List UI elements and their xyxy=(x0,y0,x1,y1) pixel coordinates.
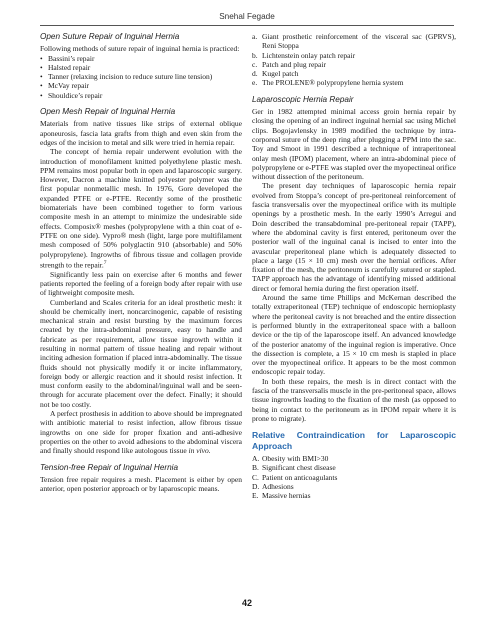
list-text: The PROLENE® polypropylene hernia system xyxy=(262,78,404,88)
list-item xyxy=(252,51,456,60)
list-label: A. xyxy=(252,454,260,464)
paragraph: Tension free repair requires a mesh. Placement is either by open anterior, open posterior approach or by laparoscopic means. xyxy=(40,474,242,494)
section-heading-open-mesh: Open Mesh Repair of Inguinal Hernia xyxy=(40,107,176,117)
list-item xyxy=(252,463,456,472)
paragraph: Following methods of suture repair of inguinal hernia is practiced: xyxy=(40,44,240,54)
section-heading-contraindication: Relative Contraindication for Laparoscopic Approach xyxy=(252,430,456,451)
section-heading-laparoscopic: Laparoscopic Hernia Repair xyxy=(252,94,354,104)
list-text: Lichtenstein onlay patch repair xyxy=(262,50,356,60)
list-text: Obesity with BMI>30 xyxy=(262,454,329,464)
paragraph xyxy=(40,409,242,455)
list-item: • Halsted repair xyxy=(40,63,242,72)
paragraph: Around the same time Phillips and McKernan described the totally extraperitoneal (TEP) technique of endoscopic hernioplasty where the peritoneal cavity is not breached and the entire dissection is performed bluntly in the extraperitoneal space with a balloon device or the tip of the laparoscope itself. An advanced knowledge of the posterior anatomy of the inguinal region is imperative. Once the dissection is complete, a 15 × 10 cm mesh is stapled in place over the myopectineal orifice. It appears to be the most common endoscopic repair today. xyxy=(252,293,456,377)
section-heading-open-suture: Open Suture Repair of Inguinal Hernia xyxy=(40,32,180,41)
contraindication-list xyxy=(252,454,456,500)
list-item xyxy=(252,491,456,500)
paragraph: The present day techniques of laparoscopic hernia repair evolved from Stoppa’s concept of pre-peritoneal reinforcement of fascia transversalis over the myopectineal orifice with its multiple openings by a prosthetic mesh. In the early 1990’s Arregui and Doin described the transabdominal pre-peritoneal repair (TAPP), where the abdominal cavity is first entered, peritoneum over the posterior wall of the inguinal canal is incised to enter into the avascular preperitoneal plane which is adequately dissected to place a large (15 × 10 cm) mesh over the hernial orifices. After fixation of the mesh, the peritoneum is carefully sutured or stapled. TAPP approach has the advantage of identifying missed additional direct or femoral hernia during the first operation itself. xyxy=(252,181,456,293)
list-text: Patch and plug repair xyxy=(262,59,326,69)
list-label: c. xyxy=(252,59,258,69)
paragraph: Materials from native tissues like strips of external oblique aponeurosis, fascia lata grafts from thigh and even skin from the edges of the incision to metal and silk were tried in hernia repair. xyxy=(40,119,242,147)
running-head: Snehal Fegade xyxy=(219,12,275,21)
paragraph xyxy=(40,147,242,269)
list-label: b. xyxy=(252,50,258,60)
list-item: • Shouldice’s repair xyxy=(40,91,242,100)
suture-repair-list xyxy=(40,54,242,100)
paragraph: Significantly less pain on exercise after 6 months and fewer patients reported the feeling of a foreign body after repair with use of lightweight composite mesh. xyxy=(40,269,242,298)
paragraph: In both these repairs, the mesh is in direct contact with the fascia of the transversalis muscle in the pre-peritoneal space, allows tissue ingrowths leading to the fixation of the mesh (as opposed to being in contact to the peritoneum as in IPOM repair where it is prone to migrate). xyxy=(252,376,456,423)
right-column xyxy=(252,32,456,501)
list-label: d. xyxy=(252,69,258,79)
paragraph: Cumberland and Scales criteria for an ideal prosthetic mesh: it should be chemically inert, noncarcinogenic, capable of resisting mechanical strain and resist bursting by the maximum forces created by the intra-abdominal pressure, easy to handle and fabricate as per requirement, allow tissue ingrowth within it resulting in normal pattern of tissue healing and repair without inciting adhesion formation if placed intra-abdominally. The tissue fluids should not physically modify it or incite inflammatory, foreign body or allergic reaction and it should resist infection. It must conform easily to the abdominal/inguinal wall and be seen-through for accurate placement over the defect. Finally; it should not be too costly. xyxy=(40,297,242,409)
list-label: C. xyxy=(252,472,259,482)
list-label: a. xyxy=(252,32,258,41)
page-number: 42 xyxy=(241,598,252,608)
list-label: D. xyxy=(252,482,260,492)
list-item xyxy=(252,454,456,463)
list-item: • McVay repair xyxy=(40,81,242,90)
list-item xyxy=(252,69,456,78)
left-column xyxy=(40,32,242,493)
list-item xyxy=(252,482,456,491)
list-item: • Bassini’s repair xyxy=(40,54,242,63)
paragraph-text: A perfect prosthesis in addition to above should be impregnated with antibiotic material to resist infection, allow fibrous tissue ingrowths on one side for proper fixation and anti-adhesive properties on the other to avoid adhesions to the abdominal viscera and finally should respond like autologous tissue xyxy=(40,409,242,456)
list-item xyxy=(252,78,456,87)
list-label: E. xyxy=(252,491,259,501)
list-item xyxy=(252,32,456,51)
list-text: Adhesions xyxy=(262,482,294,492)
list-text: Massive hernias xyxy=(262,491,311,501)
list-text: Patient on anticoagulants xyxy=(262,472,338,482)
header-rule xyxy=(40,25,454,26)
paragraph: Ger in 1982 attempted minimal access groin hernia repair by closing the opening of an indirect inguinal hernial sac using Michel clips. Bogojavlensky in 1989 modified the technique by intra-corporeal suture of the deep ring after plugging a PPM into the sac. Toy and Smoot in 1991 described a technique of intraperitoneal onlay mesh (IPOM) placement, where an intra-abdominal piece of polypropylene or e-PTFE was stapled over the myopectineal orifice without dissection of the peritoneum. xyxy=(252,107,456,182)
list-text: Giant prosthetic reinforcement of the visceral sac (GPRVS), Reni Stoppa xyxy=(262,32,456,51)
italic-term: in vivo. xyxy=(188,446,211,456)
list-item xyxy=(252,473,456,482)
list-text: Significant chest disease xyxy=(262,463,336,473)
list-label: e. xyxy=(252,78,258,88)
paragraph-text: The concept of hernia repair underwent evolution with the introduction of monofilament knitted polyethylene plastic mesh. PPM remains most popular both in open and laparoscopic surgery. However, Dacron a machine knitted polyester polymer was the first popular nonmetallic mesh. In 1976, Gore developed the expanded PTFE or e-PTFE. Recently some of the prosthetic biomaterials have been combined together to form various composite mesh in an attempt to minimize the undesirable side effects. Composix® meshes (polypropylene with a thin coat of e-PTFE on one side). Vypro® mesh (light, large pore multifilament mesh composed of 50% polyglactin 910 (absorbable) and 50% polypropylene). Ingrowths of fibrous tissue and collagen provide strength to the repair. xyxy=(40,147,242,270)
citation-superscript: 7 xyxy=(103,259,107,266)
list-item xyxy=(252,60,456,69)
section-heading-tension-free: Tension-free Repair of Inguinal Hernia xyxy=(40,462,179,472)
mesh-repair-list xyxy=(252,32,456,88)
list-item: • Tanner (relaxing incision to reduce suture line tension) xyxy=(40,72,242,81)
list-text: Kugel patch xyxy=(262,69,299,79)
list-label: B. xyxy=(252,463,259,473)
